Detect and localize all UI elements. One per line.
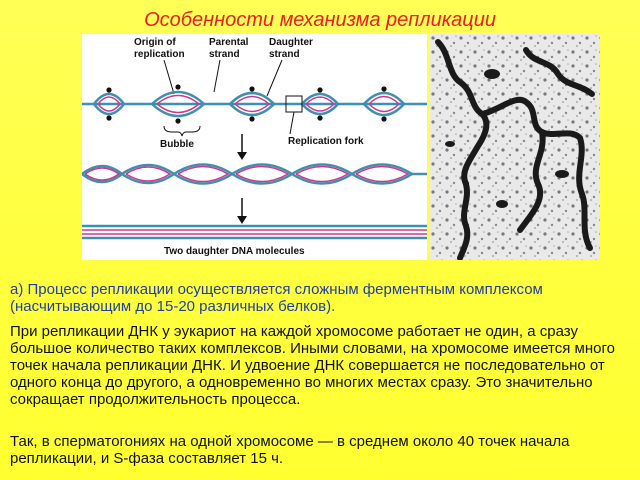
paragraph-eukaryote-replication: При репликации ДНК у эукариот на каждой хромосоме работает не один, а сразу большое количество таких комплексов. Иными словами, на хромосоме имеется много точек начала репликации ДНК. И удвоение ДНК совершается не последовательно от одного конца до другого, а одновременно во многих местах сразу. Это значительно сокращает продолжительность процесса. (10, 323, 615, 408)
paragraph-spermatogonia: Так, в сперматогониях на одной хромосоме — в среднем около 40 точек начала репликации, и S-фаза составляет 15 ч. (10, 433, 570, 467)
bubble-row-2 (82, 165, 427, 184)
label-parental-line2: strand (209, 49, 240, 60)
pointer-daughter (267, 60, 282, 96)
label-bubble: Bubble (160, 139, 194, 150)
label-fork: Replication fork (288, 136, 364, 147)
replication-diagram (82, 34, 427, 260)
daughter-molecules (82, 226, 427, 238)
micrograph-svg (430, 34, 600, 260)
label-molecules: Two daughter DNA molecules (164, 246, 305, 257)
electron-micrograph (430, 34, 600, 260)
replication-diagram-svg (82, 34, 427, 260)
label-origin-line2: replication (134, 49, 185, 60)
label-daughter-line1: Daughter (269, 37, 313, 48)
bubble-row-1 (82, 84, 427, 136)
paragraph-enzyme-complex: а) Процесс репликации осуществляется сложным ферментным комплексом (насчитывающим до 15-20 различных белков). (10, 281, 543, 315)
label-origin-line1: Origin of (134, 37, 176, 48)
pointer-parental (214, 60, 220, 92)
page-title: Особенности механизма репликации (144, 9, 496, 31)
label-daughter-line2: strand (269, 49, 300, 60)
pointer-origin (164, 60, 174, 94)
label-parental-line1: Parental (209, 37, 249, 48)
